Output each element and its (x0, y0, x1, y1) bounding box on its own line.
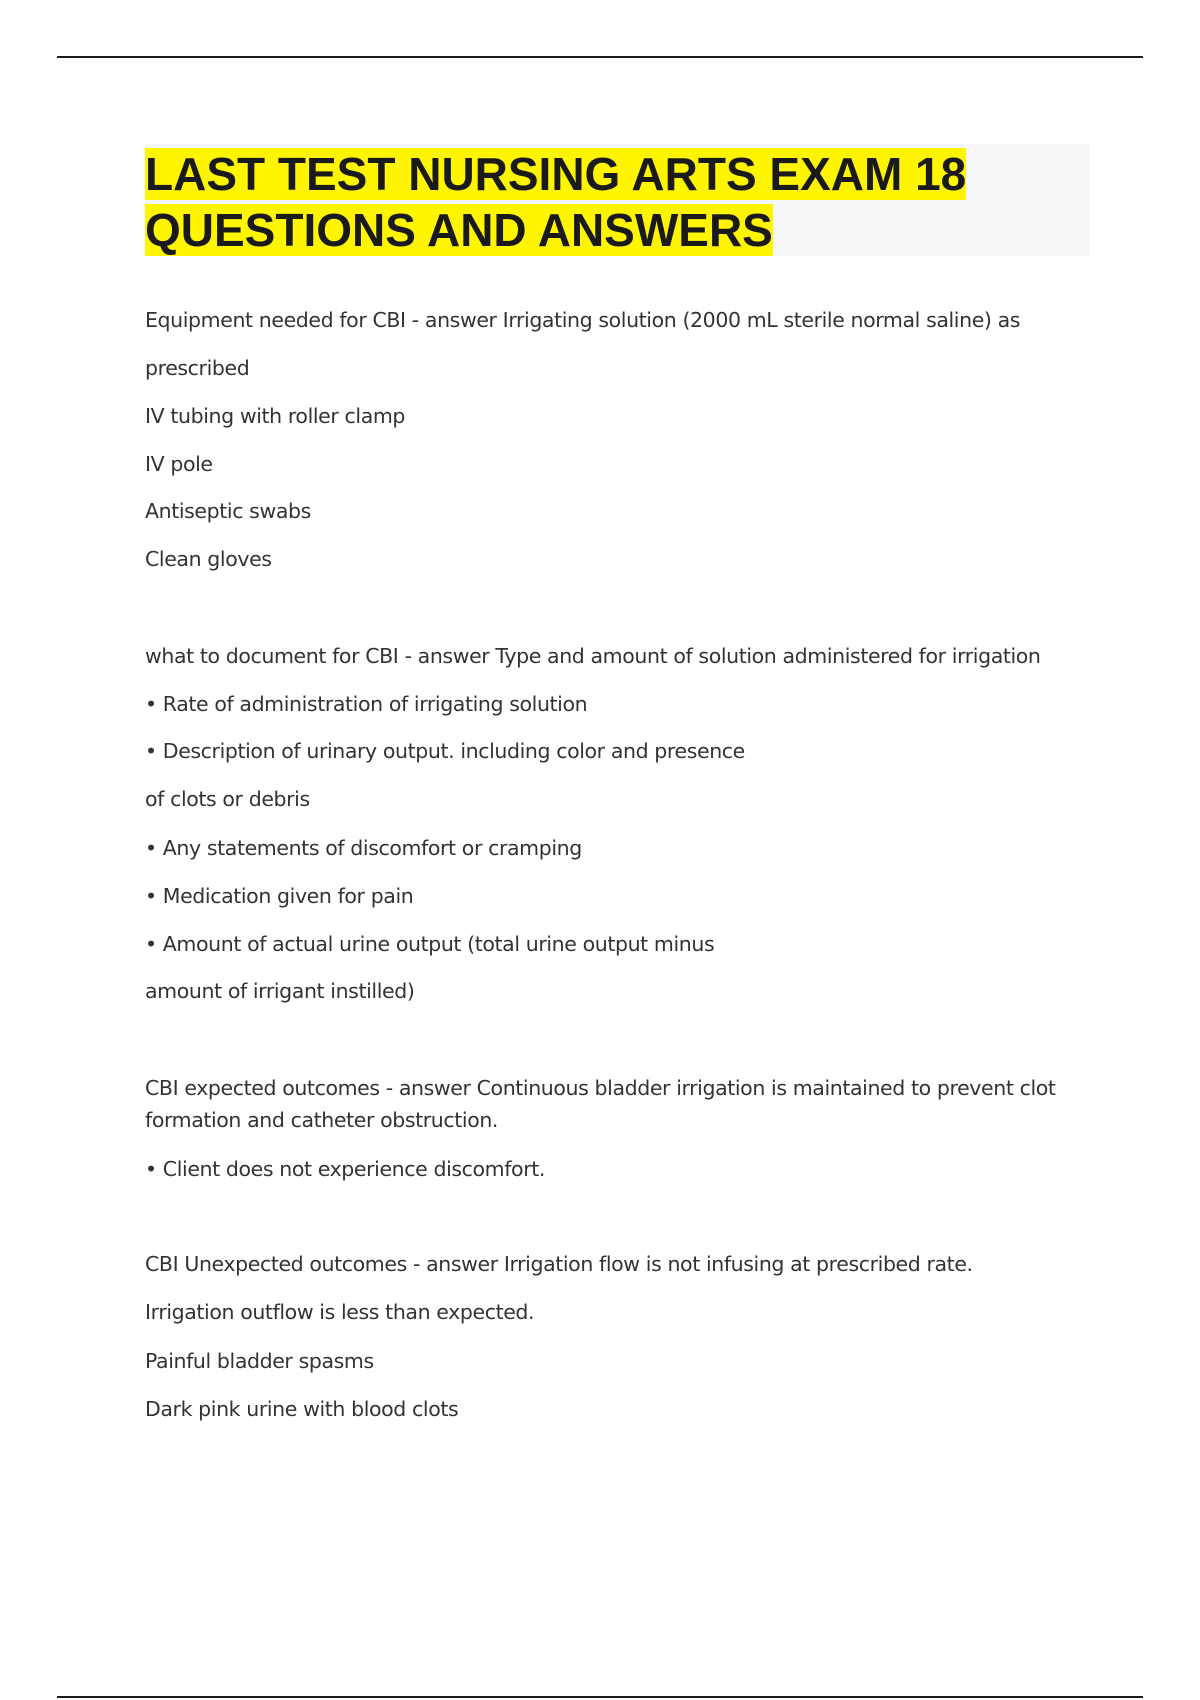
title-line-1: LAST TEST NURSING ARTS EXAM 18 (145, 148, 967, 200)
title-line-2: QUESTIONS AND ANSWERS (145, 204, 773, 256)
qa-line: CBI Unexpected outcomes - answer Irrigation flow is not infusing at prescribed rate. (145, 1252, 973, 1276)
qa-line: of clots or debris (145, 787, 310, 811)
qa-line: • Description of urinary output. including color and presence (145, 739, 745, 763)
qa-line: prescribed (145, 356, 250, 380)
qa-line: • Client does not experience discomfort. (145, 1157, 545, 1181)
bottom-rule (57, 1696, 1143, 1698)
qa-line: Antiseptic swabs (145, 499, 311, 523)
qa-line: • Amount of actual urine output (total urine output minus (145, 932, 715, 956)
qa-line: • Rate of administration of irrigating solution (145, 692, 588, 716)
qa-line: • Any statements of discomfort or cramping (145, 836, 582, 860)
qa-line: Equipment needed for CBI - answer Irrigating solution (2000 mL sterile normal saline) as (145, 308, 1021, 332)
qa-line: • Medication given for pain (145, 884, 414, 908)
qa-line: Irrigation outflow is less than expected. (145, 1300, 535, 1324)
qa-line: Painful bladder spasms (145, 1349, 374, 1373)
qa-line: formation and catheter obstruction. (145, 1108, 499, 1132)
qa-line: CBI expected outcomes - answer Continuous bladder irrigation is maintained to prevent clot (145, 1076, 1056, 1100)
top-rule (57, 56, 1143, 58)
qa-line: Dark pink urine with blood clots (145, 1397, 459, 1421)
qa-line: IV tubing with roller clamp (145, 404, 406, 428)
qa-line: IV pole (145, 452, 213, 476)
document-title (145, 146, 1089, 258)
qa-line: what to document for CBI - answer Type and amount of solution administered for irrigation (145, 644, 1041, 668)
qa-line: amount of irrigant instilled) (145, 979, 415, 1003)
qa-line: Clean gloves (145, 547, 272, 571)
